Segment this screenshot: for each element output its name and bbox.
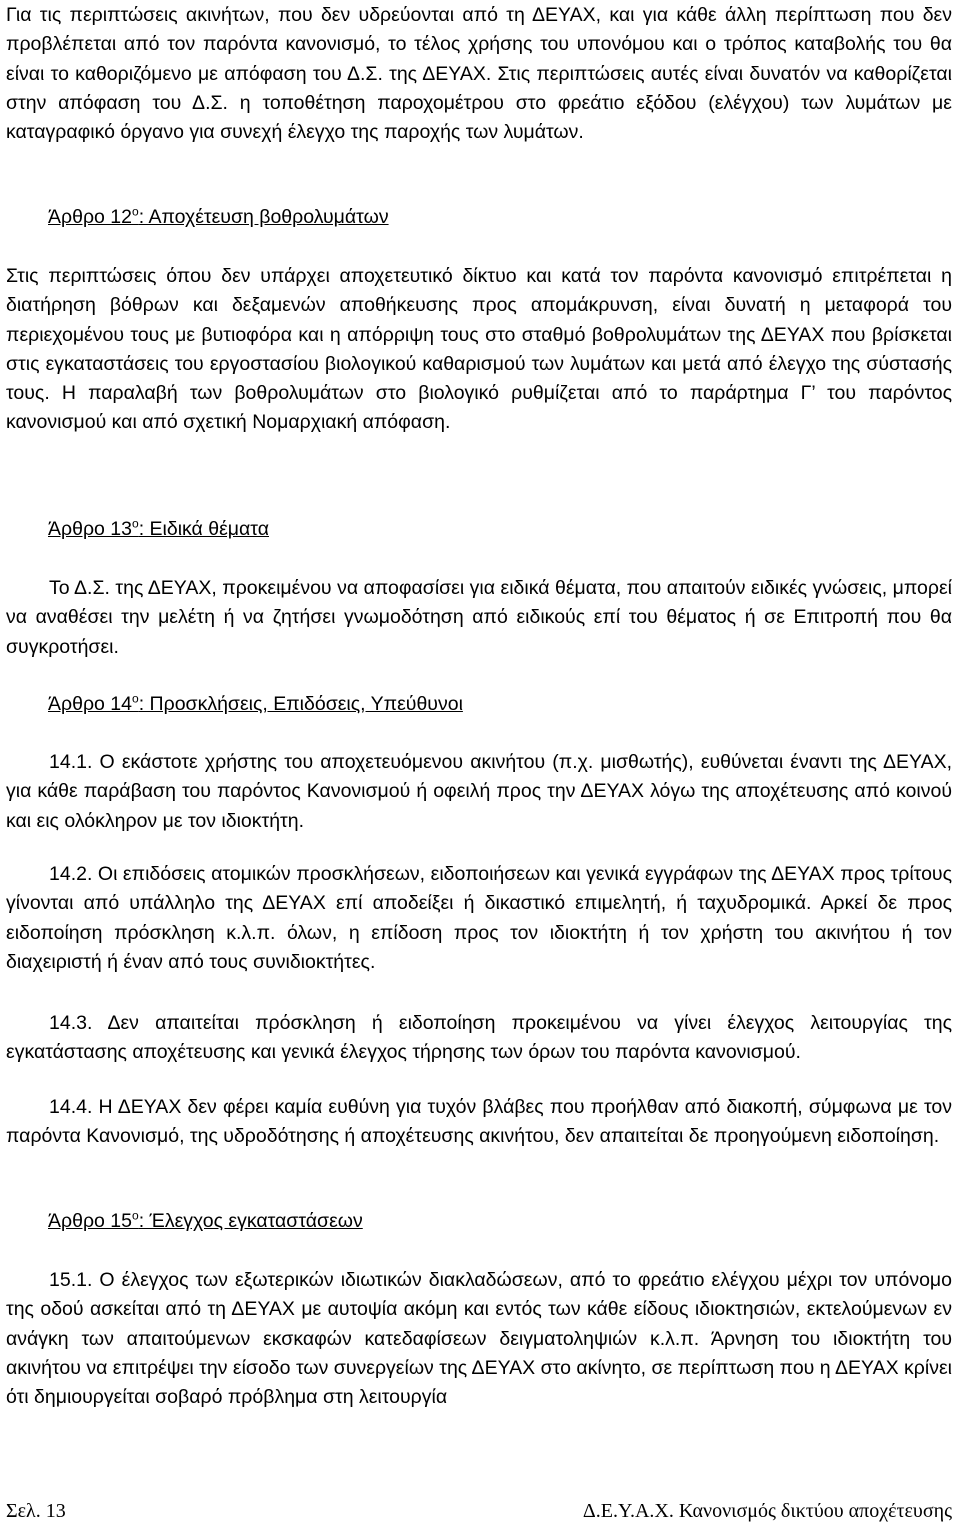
page-footer — [6, 1499, 952, 1523]
article-14-3-paragraph: 14.3. Δεν απαιτείται πρόσκληση ή ειδοποίηση προκειμένου να γίνει έλεγχος λειτουργίας της εγκατάστασης αποχέτευσης και γενικά έλεγχος τήρησης των όρων του παρόντα κανονισμού. — [6, 1012, 952, 1064]
article-12-body: Στις περιπτώσεις όπου δεν υπάρχει αποχετευτικό δίκτυο και κατά τον παρόντα κανονισμό επιτρέπεται η διατήρηση βόθρων και δεξαμενών αποθήκευσης προς απομάκρυνση, είναι δυνατή η μεταφορά του περιεχομένου τους με βυτιοφόρα και η απόρριψη τους στο σταθμό βοθρολυμάτων της ΔΕΥΑΧ που βρίσκεται στις εγκαταστάσεις του εργοστασίου βιολογικού καθαρισμού των λυμάτων και μετά από έλεγχο της σύστασής τους. Η παραλαβή των βοθρολυμάτων στο βιολογικό ρυθμίζεται από το παράρτημα Γ’ του παρόντος κανονισμού και από σχετική Νομαρχιακή απόφαση. — [6, 265, 952, 434]
article-13-body: Το Δ.Σ. της ΔΕΥΑΧ, προκειμένου να αποφασίσει για ειδικά θέματα, που απαιτούν ειδικές γνώσεις, μπορεί να αναθέσει την μελέτη ή να ζητήσει γνωμοδότηση από ειδικούς επί του θέματος ή σε Επιτροπή που θα συγκροτήσει. — [6, 577, 952, 658]
article-15-heading: Άρθρο $15^o$: Έλεγχος εγκαταστάσεων — [48, 1208, 363, 1232]
article-14-4-paragraph: 14.4. Η ΔΕΥΑΧ δεν φέρει καμία ευθύνη για τυχόν βλάβες που προήλθαν από διακοπή, σύμφωνα με τον παρόντα Κανονισμό, της υδροδότησης ή αποχέτευσης ακινήτου, δεν απαιτείται δε προηγούμενη ειδοποίηση. — [6, 1096, 952, 1148]
article-13-heading: Άρθρο $13^o$: Ειδικά θέματα — [48, 516, 269, 540]
article-14-1-paragraph: 14.1. Ο εκάστοτε χρήστης του αποχετευόμενου ακινήτου (π.χ. μισθωτής), ευθύνεται έναντι της ΔΕΥΑΧ, για κάθε παράβαση του παρόντος Κανονισμού ή οφειλή προς την ΔΕΥΑΧ λόγω της αποχέτευσης από κοινού και εις ολόκληρον με τον ιδιοκτήτη. — [6, 751, 952, 832]
article-14-2-paragraph: 14.2. Οι επιδόσεις ατομικών προσκλήσεων, ειδοποιήσεων και γενικά εγγράφων της ΔΕΥΑΧ προς τρίτους γίνονται από υπάλληλο της ΔΕΥΑΧ επί αποδείξει ή δικαστικό επιμελητή, ή ταχυδρομικά. Αρκεί δε προς ειδοποίηση πρόσκληση κ.λ.π. όλων, η επίδοση προς τον ιδιοκτήτη ή τον χρήστη του ακινήτου ή τον διαχειριστή ή έναν από τους συνιδιοκτήτες. — [6, 863, 952, 973]
intro-paragraph: Για τις περιπτώσεις ακινήτων, που δεν υδρεύονται από τη ΔΕΥΑΧ, και για κάθε άλλη περίπτωση που δεν προβλέπεται από τον παρόντα κανονισμό, το τέλος χρήσης του υπονόμου και ο τρόπος καταβολής του θα είναι το καθοριζόμενο με απόφαση του Δ.Σ. της ΔΕΥΑΧ. Στις περιπτώσεις αυτές είναι δυνατόν να καθορίζεται στην απόφαση του Δ.Σ. η τοποθέτηση παροχομέτρου στο φρεάτιο εξόδου (ελέγχου) των λυμάτων με καταγραφικό όργανο για συνεχή έλεγχο της παροχής των λυμάτων. — [6, 4, 952, 144]
article-15-1-paragraph: 15.1. Ο έλεγχος των εξωτερικών ιδιωτικών διακλαδώσεων, από το φρεάτιο ελέγχου μέχρι τον υπόνομο της οδού ασκείται από τη ΔΕΥΑΧ με αυτοψία ακόμη και εντός των κάθε είδους ιδιοκτησιών, εκτελούμενων εν ανάγκη των απαιτούμενων εκσκαφών κατεδαφίσεων δειγματοληψιών κ.λ.π. Άρνηση του ιδιοκτήτη του ακινήτου να επιτρέψει την είσοδο των συνεργείων της ΔΕΥΑΧ στο ακίνητο, σε περίπτωση που η ΔΕΥΑΧ κρίνει ότι δημιουργείται σοβαρό πρόβλημα στη λειτουργία — [6, 1269, 952, 1409]
article-12-heading: Άρθρο $12^o$: Αποχέτευση βοθρολυμάτων — [48, 204, 389, 228]
page-number: Σελ. 13 — [6, 1500, 66, 1522]
article-14-heading: Άρθρο $14^o$: Προσκλήσεις, Επιδόσεις, Υπεύθυνοι — [48, 691, 463, 715]
document-title: Δ.Ε.Υ.Α.Χ. Κανονισμός δικτύου αποχέτευσης — [582, 1500, 952, 1522]
